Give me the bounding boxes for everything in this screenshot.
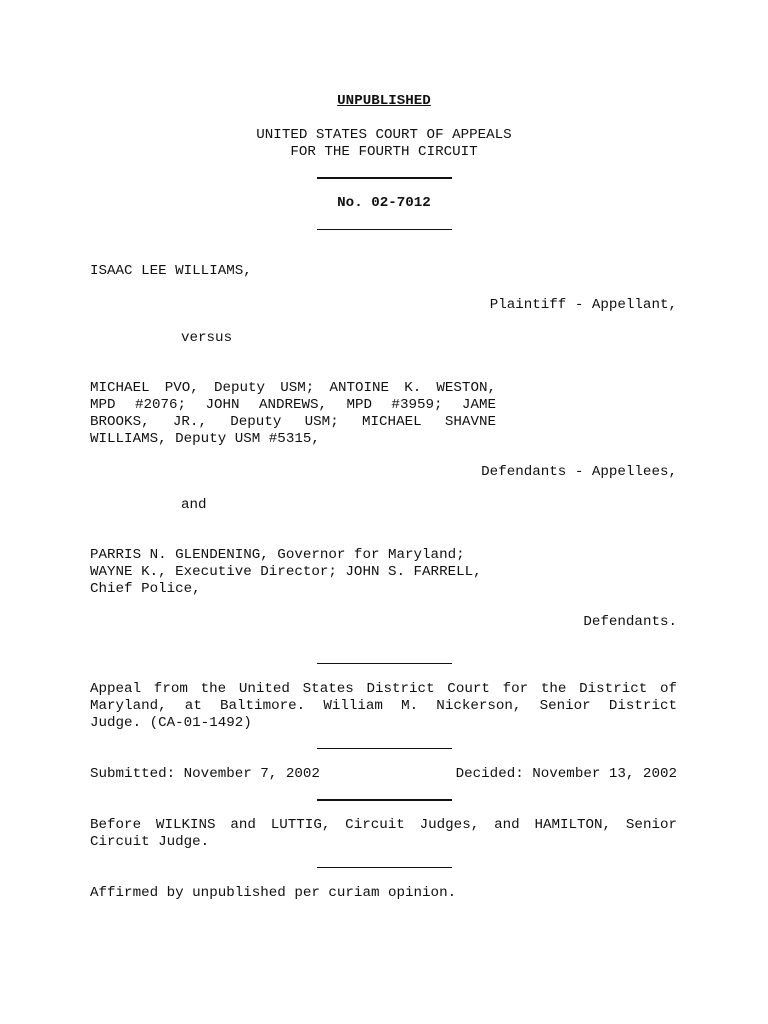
- disposition: Affirmed by unpublished per curiam opinion.: [90, 885, 457, 901]
- court-name-line1: UNITED STATES COURT OF APPEALS: [256, 127, 512, 143]
- appellees-line: MPD #2076; JOHN ANDREWS, MPD #3959; JAME: [90, 397, 496, 413]
- plaintiff-name: ISAAC LEE WILLIAMS,: [90, 263, 252, 279]
- divider-rule: [317, 177, 452, 179]
- dates-row: [90, 766, 677, 783]
- panel-paragraph: [90, 817, 677, 851]
- defendants-line: WAYNE K., Executive Director; JOHN S. FARRELL,: [90, 564, 482, 580]
- appeal-line: Judge. (CA-01-1492): [90, 715, 252, 731]
- appellees-line: BROOKS, JR., Deputy USM; MICHAEL SHAVNE: [90, 414, 496, 430]
- defendants-line: Chief Police,: [90, 581, 201, 597]
- appeal-paragraph: [90, 681, 677, 732]
- decided-date: Decided: November 13, 2002: [455, 766, 677, 782]
- divider-rule: [317, 663, 452, 664]
- appeal-line: Appeal from the United States District Court for the District of: [90, 681, 677, 697]
- defendants-role: Defendants.: [583, 614, 677, 630]
- court-name-line2: FOR THE FOURTH CIRCUIT: [290, 144, 478, 160]
- divider-rule: [317, 748, 452, 749]
- plaintiff-role: Plaintiff - Appellant,: [489, 297, 677, 313]
- appellees-block: [90, 380, 496, 448]
- appellees-line: WILLIAMS, Deputy USM #5315,: [90, 431, 320, 447]
- divider-rule: [317, 229, 452, 230]
- divider-rule: [317, 867, 452, 868]
- divider-rule: [317, 799, 452, 801]
- defendants-line: PARRIS N. GLENDENING, Governor for Maryland;: [90, 547, 465, 563]
- case-number: No. 02-7012: [337, 195, 431, 211]
- appeal-line: Maryland, at Baltimore. William M. Nickerson, Senior District: [90, 698, 677, 714]
- and-label: and: [181, 497, 207, 513]
- panel-line: Before WILKINS and LUTTIG, Circuit Judges, and HAMILTON, Senior: [90, 817, 677, 833]
- appellees-line: MICHAEL PVO, Deputy USM; ANTOINE K. WESTON,: [90, 380, 496, 396]
- appellees-role: Defendants - Appellees,: [481, 464, 677, 480]
- unpublished-heading: UNPUBLISHED: [337, 93, 431, 109]
- submitted-date: Submitted: November 7, 2002: [90, 766, 320, 782]
- panel-line: Circuit Judge.: [90, 834, 210, 850]
- versus-label: versus: [181, 330, 233, 346]
